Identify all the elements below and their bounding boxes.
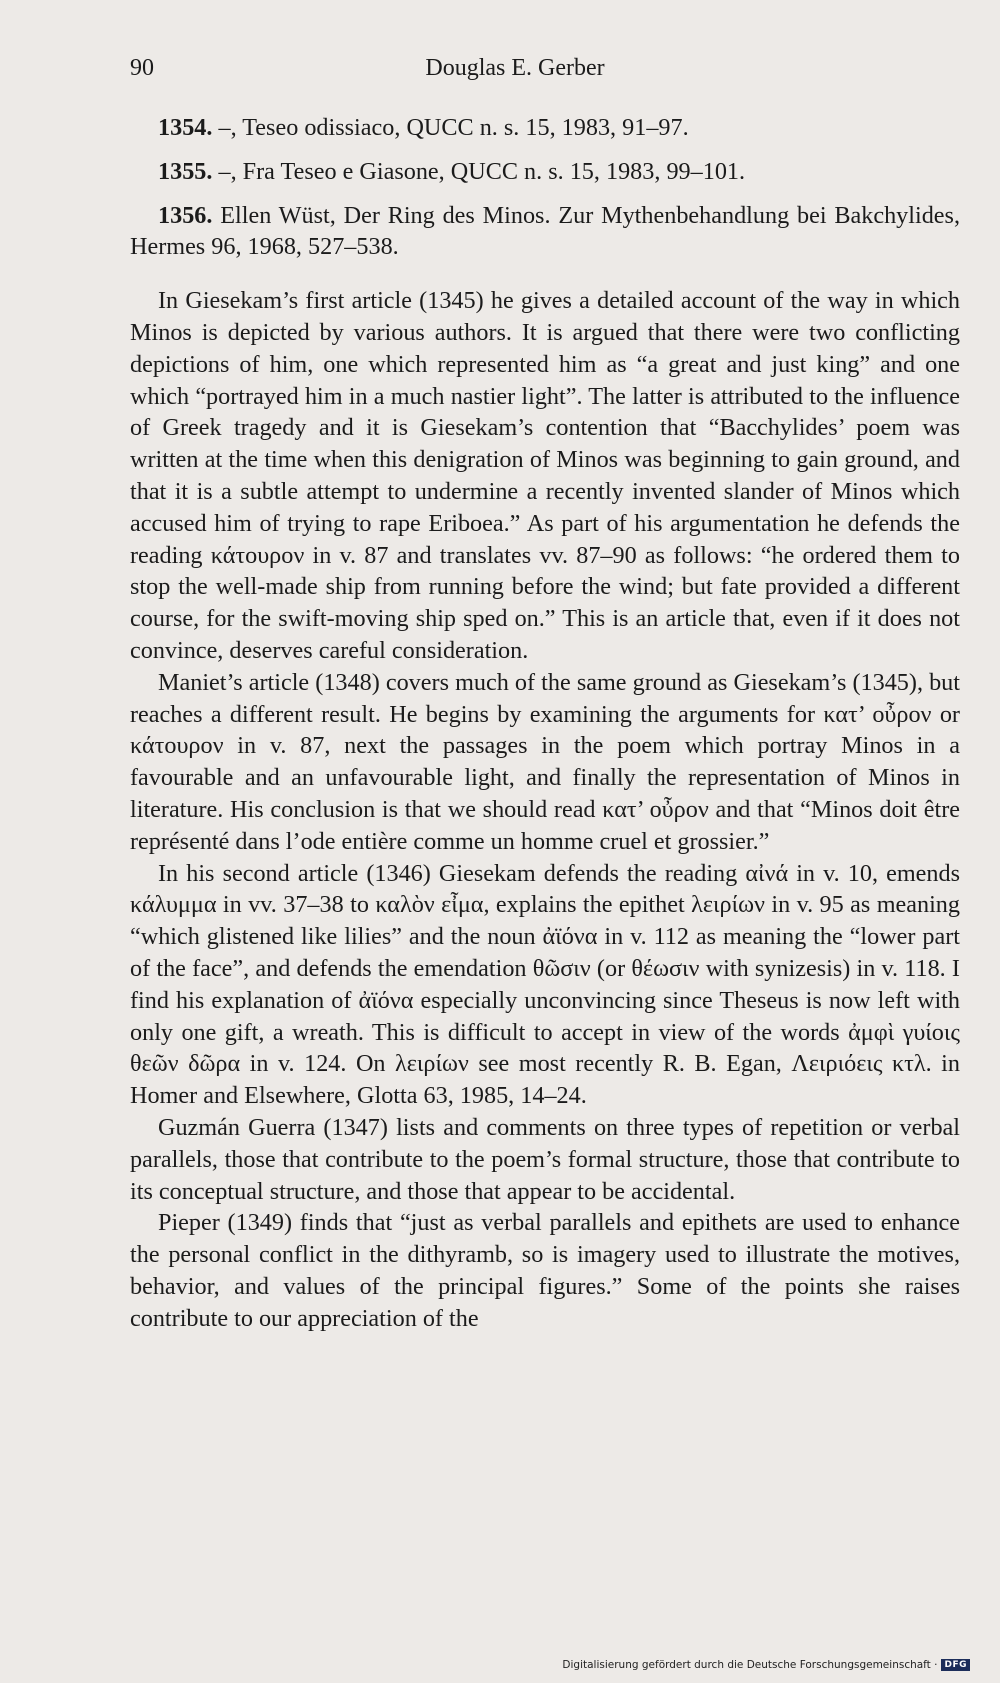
body-paragraph: In his second article (1346) Giesekam defends the reading αἰνά in v. 10, emends κάλυμμα in vv. 37–38 to καλὸν εἶμα, explains the epithet λειρίων in v. 95 as meaning “which glistened like lilies” and the noun ἀϊόνα in v. 112 as meaning the “lower part of the face”, and defends the emendation θῶσιν (or θέωσιν with synizesis) in v. 118. I find his explanation of ἀϊόνα especially unconvincing since Theseus is now left with only one gift, a wreath. This is difficult to accept in view of the words ἀμφὶ γυίοις θεῶν δῶρα in v. 124. On λειρίων see most recently R. B. Egan, Λειριόεις κτλ. in Homer and Elsewhere, Glotta 63, 1985, 14–24. [130, 859, 960, 1110]
running-head: Douglas E. Gerber [425, 55, 605, 81]
body-paragraph: Maniet’s article (1348) covers much of the same ground as Giesekam’s (1345), but reaches a different result. He begins by examining the arguments for κατ’ οὖρον or κάτουρον in v. 87, next the passages in the poem which portray Minos in a favourable and an unfavourable light, and finally the representation of Minos in literature. His conclusion is that we should read κατ’ οὖρον and that “Minos doit être représenté dans l’ode entière comme un homme cruel et grossier.” [130, 668, 960, 855]
page-number: 90 [130, 55, 154, 81]
dfg-logo: DFG [941, 1659, 970, 1671]
bibliography-entry [130, 200, 960, 264]
page-header [0, 55, 1000, 89]
page-body [130, 112, 960, 1334]
digitization-footer [562, 1659, 970, 1671]
entry-text: Ellen Wüst, Der Ring des Minos. Zur Mythenbehandlung bei Bakchylides, Hermes 96, 1968, 527–538. [130, 201, 960, 261]
bibliography-entry [130, 156, 960, 188]
footer-text: Digitalisierung gefördert durch die Deutsche Forschungsgemeinschaft · [562, 1659, 938, 1671]
entry-number: 1355. [158, 157, 213, 185]
body-paragraph: In Giesekam’s first article (1345) he gives a detailed account of the way in which Minos is depicted by various authors. It is argued that there were two conflicting depictions of him, one which represented him as “a great and just king” and one which “portrayed him in a much nastier light”. The latter is attributed to the influence of Greek tragedy and it is Giesekam’s contention that “Bacchylides’ poem was written at the time when this denigration of Minos was beginning to gain ground, and that it is a subtle attempt to undermine a recently invented slander of Minos which accused him of trying to rape Eriboea.” As part of his argumentation he defends the reading κάτουρον in v. 87 and translates vv. 87–90 as follows: “he ordered them to stop the well-made ship from running before the wind; but fate provided a different course, for the swift-moving ship sped on.” This is an article that, even if it does not convince, deserves careful consideration. [130, 287, 960, 664]
bibliography-entry [130, 112, 960, 144]
entry-text: –, Fra Teseo e Giasone, QUCC n. s. 15, 1983, 99–101. [218, 157, 746, 185]
entry-number: 1354. [158, 114, 213, 141]
body-paragraph: Pieper (1349) finds that “just as verbal parallels and epithets are used to enhance the personal conflict in the dithyramb, so is imagery used to illustrate the motives, behavior, and values of the principal figures.” Some of the points she raises contribute to our appreciation of the [130, 1209, 960, 1332]
body-paragraph: Guzmán Guerra (1347) lists and comments on three types of repetition or verbal parallels, those that contribute to the poem’s formal structure, those that contribute to its conceptual structure, and those that appear to be accidental. [130, 1113, 960, 1205]
entry-number: 1356. [158, 201, 213, 229]
entry-text: –, Teseo odissiaco, QUCC n. s. 15, 1983, 91–97. [218, 114, 689, 141]
